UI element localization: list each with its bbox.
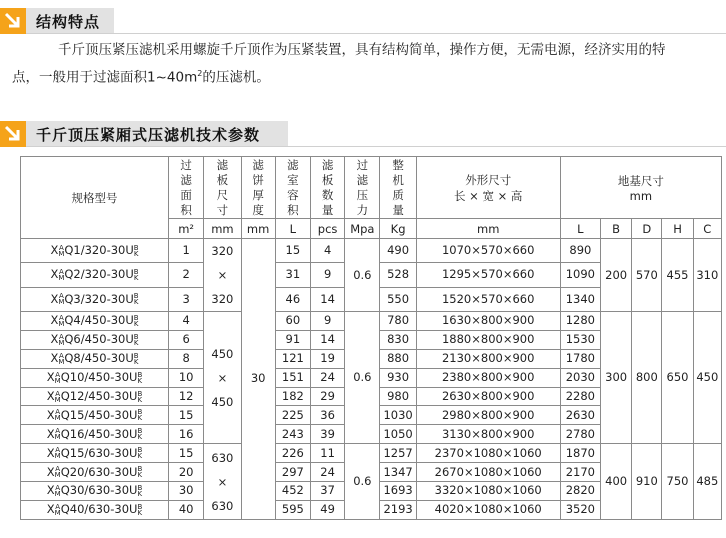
plate-size-bottom: 320 [211, 292, 234, 306]
model-sub: M [54, 452, 61, 461]
model-suffix-sub: K [137, 376, 143, 385]
model-sub: M [54, 395, 61, 404]
model-suffix-sub: K [137, 452, 143, 461]
model-name: Q16/450-30U [60, 426, 138, 441]
base-H-cell: 455 [662, 239, 693, 312]
model-cell [21, 349, 169, 368]
header-row [21, 157, 722, 219]
weight-cell: 1693 [380, 482, 416, 501]
weight-cell: 1050 [380, 425, 416, 444]
dims-cell: 2630×800×900 [416, 387, 560, 406]
intro-line-2-text: 点，一般用于过滤面积1~40m [12, 69, 198, 86]
model-cell [21, 482, 169, 501]
col-header-volume: 滤 室 容 积 [275, 157, 310, 219]
dims-cell: 2380×800×900 [416, 368, 560, 387]
model-suffix-sup: B [137, 446, 143, 455]
model-name: Q6/450-30U [64, 332, 134, 347]
model-suffix-marks [137, 428, 142, 440]
weight-cell: 930 [380, 368, 416, 387]
dims-cell: 2370×1080×1060 [416, 444, 560, 463]
intro-line-2-end: 的压滤机。 [202, 69, 270, 86]
model-prefix: X [50, 291, 59, 306]
model-sub: M [58, 319, 65, 328]
pressure-cell: 0.6 [345, 239, 380, 312]
volume-cell: 297 [275, 463, 310, 482]
intro-superscript: 2 [197, 69, 203, 78]
model-sub: M [58, 249, 65, 258]
model-sub: M [54, 414, 61, 423]
plates-cell: 9 [310, 312, 344, 331]
dims-cell: 2670×1080×1060 [416, 463, 560, 482]
model-prefix: X [46, 502, 55, 517]
base-L-cell: 890 [560, 239, 600, 263]
model-suffix-sub: K [133, 338, 139, 347]
model-sup: A [55, 370, 61, 379]
unit-dims: mm [416, 219, 560, 239]
model-cell [21, 387, 169, 406]
dims-cell: 3130×800×900 [416, 425, 560, 444]
dims-cell: 1295×570×660 [416, 263, 560, 287]
model-name: Q20/630-30U [60, 464, 138, 479]
model-sub: M [58, 298, 65, 307]
area-cell: 15 [169, 406, 204, 425]
base-L-cell: 1280 [560, 312, 600, 331]
model-sup: A [55, 483, 61, 492]
model-cell [21, 425, 169, 444]
model-sup: A [55, 465, 61, 474]
weight-cell: 2193 [380, 500, 416, 519]
model-sub: M [54, 471, 61, 480]
model-sup: A [58, 267, 64, 276]
col-header-plates: 滤 板 数 量 [310, 157, 344, 219]
base-C-cell: 450 [693, 312, 721, 444]
unit-plate-size: mm [204, 219, 241, 239]
weight-cell: 490 [380, 239, 416, 263]
plates-cell: 24 [310, 368, 344, 387]
base-B-cell: 200 [601, 239, 632, 312]
dims-cell: 3320×1080×1060 [416, 482, 560, 501]
model-cell [21, 444, 169, 463]
model-sub: M [54, 508, 61, 517]
model-cell [21, 406, 169, 425]
model-name: Q30/630-30U [60, 483, 138, 498]
table-row [21, 444, 722, 463]
model-cell [21, 500, 169, 519]
plates-cell: 4 [310, 239, 344, 263]
volume-cell: 225 [275, 406, 310, 425]
model-suffix-sub: K [133, 319, 139, 328]
model-cell [21, 368, 169, 387]
model-sup: A [55, 389, 61, 398]
volume-cell: 226 [275, 444, 310, 463]
model-prefix: X [46, 445, 55, 460]
model-suffix-sup: B [137, 465, 143, 474]
col-header-pressure: 过 滤 压 力 [345, 157, 380, 219]
model-name: Q15/630-30U [60, 445, 138, 460]
model-suffix-marks [137, 485, 142, 497]
base-col-H: H [662, 219, 693, 239]
model-name: Q10/450-30U [60, 370, 138, 385]
volume-cell: 31 [275, 263, 310, 287]
model-cell [21, 239, 169, 263]
model-suffix-sup: B [137, 370, 143, 379]
model-sup: A [55, 427, 61, 436]
base-L-cell: 2780 [560, 425, 600, 444]
base-D-cell: 800 [632, 312, 662, 444]
base-B-cell: 400 [601, 444, 632, 520]
plates-cell: 49 [310, 500, 344, 519]
model-sup: A [55, 408, 61, 417]
model-suffix-marks [137, 391, 142, 403]
model-suffix-sub: K [137, 414, 143, 423]
dims-cell: 1070×570×660 [416, 239, 560, 263]
model-suffix-sub: K [133, 298, 139, 307]
model-name: Q3/320-30U [64, 291, 134, 306]
cake-thickness-cell: 30 [241, 239, 275, 520]
plates-cell: 24 [310, 463, 344, 482]
weight-cell: 880 [380, 349, 416, 368]
model-suffix-sup: B [137, 502, 143, 511]
area-cell: 3 [169, 287, 204, 311]
model-sup: A [58, 292, 64, 301]
section-title: 结构特点 [36, 13, 101, 31]
model-suffix-sub: K [137, 395, 143, 404]
base-L-cell: 1870 [560, 444, 600, 463]
model-sup: A [58, 351, 64, 360]
model-suffix-marks [137, 372, 142, 384]
base-H-cell: 650 [662, 312, 693, 444]
weight-cell: 780 [380, 312, 416, 331]
plate-size-x: × [217, 268, 228, 282]
plate-size-cell [204, 239, 241, 312]
plates-cell: 19 [310, 349, 344, 368]
model-sub: M [54, 376, 61, 385]
model-suffix-sup: B [137, 483, 143, 492]
model-cell [21, 330, 169, 349]
model-name: Q40/630-30U [60, 502, 138, 517]
weight-cell: 550 [380, 287, 416, 311]
volume-cell: 243 [275, 425, 310, 444]
base-L-cell: 2630 [560, 406, 600, 425]
model-prefix: X [50, 313, 59, 328]
plate-size-cell [204, 444, 241, 520]
model-suffix-marks [134, 269, 139, 281]
model-suffix-sup: B [133, 292, 139, 301]
weight-cell: 830 [380, 330, 416, 349]
dims-cell: 1520×570×660 [416, 287, 560, 311]
intro-line-1: 千斤顶压紧压滤机采用螺旋千斤顶作为压紧装置，具有结构简单，操作方便，无需电源，经济实用的特 [58, 42, 666, 58]
col-header-base: 地基尺寸 mm [560, 157, 721, 219]
volume-cell: 15 [275, 239, 310, 263]
model-sub: M [58, 338, 65, 347]
base-L-cell: 1530 [560, 330, 600, 349]
base-D-cell: 570 [632, 239, 662, 312]
weight-cell: 1257 [380, 444, 416, 463]
area-cell: 40 [169, 500, 204, 519]
model-sup: A [58, 313, 64, 322]
unit-weight: Kg [380, 219, 416, 239]
base-L-cell: 2030 [560, 368, 600, 387]
model-name: Q2/320-30U [64, 267, 134, 282]
plates-cell: 9 [310, 263, 344, 287]
unit-pressure: Mpa [345, 219, 380, 239]
unit-area: m² [169, 219, 204, 239]
model-name: Q8/450-30U [64, 351, 134, 366]
intro-line-2 [12, 62, 724, 90]
model-suffix-marks [134, 315, 139, 327]
plate-size-x: × [217, 370, 228, 385]
table-row [21, 312, 722, 331]
model-suffix-sup: B [137, 408, 143, 417]
base-L-cell: 2280 [560, 387, 600, 406]
section-title: 千斤顶压紧厢式压滤机技术参数 [36, 126, 261, 144]
model-suffix-sup: B [137, 389, 143, 398]
dims-cell: 2980×800×900 [416, 406, 560, 425]
base-L-cell: 2170 [560, 463, 600, 482]
model-name: Q4/450-30U [64, 313, 134, 328]
model-suffix-sub: K [133, 249, 139, 258]
model-prefix: X [46, 370, 55, 385]
model-sup: A [58, 243, 64, 252]
plate-size-top: 450 [211, 346, 234, 361]
model-cell [21, 263, 169, 287]
col-header-model: 规格型号 [21, 157, 169, 239]
base-C-cell: 485 [693, 444, 721, 520]
area-cell: 4 [169, 312, 204, 331]
arrow-icon [0, 8, 26, 34]
plate-size-cell [204, 312, 241, 444]
model-suffix-sub: K [137, 433, 143, 442]
model-sub: M [58, 273, 65, 282]
weight-cell: 528 [380, 263, 416, 287]
base-col-C: C [693, 219, 721, 239]
model-suffix-sup: B [133, 267, 139, 276]
base-col-D: D [632, 219, 662, 239]
area-cell: 8 [169, 349, 204, 368]
model-sup: A [55, 502, 61, 511]
area-cell: 6 [169, 330, 204, 349]
col-header-weight: 整 机 质 量 [380, 157, 416, 219]
model-sup: A [58, 332, 64, 341]
model-prefix: X [46, 464, 55, 479]
area-cell: 10 [169, 368, 204, 387]
model-sub: M [54, 489, 61, 498]
model-prefix: X [46, 426, 55, 441]
dims-cell: 4020×1080×1060 [416, 500, 560, 519]
model-name: Q15/450-30U [60, 407, 138, 422]
col-header-area: 过 滤 面 积 [169, 157, 204, 219]
model-prefix: X [50, 332, 59, 347]
model-suffix-sup: B [133, 351, 139, 360]
model-suffix-marks [134, 353, 139, 365]
model-prefix: X [50, 267, 59, 282]
volume-cell: 595 [275, 500, 310, 519]
area-cell: 30 [169, 482, 204, 501]
base-D-cell: 910 [632, 444, 662, 520]
plates-cell: 29 [310, 387, 344, 406]
volume-cell: 452 [275, 482, 310, 501]
divider [26, 33, 726, 34]
col-header-cake: 滤 饼 厚 度 [241, 157, 275, 219]
model-sup: A [55, 446, 61, 455]
model-cell [21, 312, 169, 331]
pressure-cell: 0.6 [345, 444, 380, 520]
volume-cell: 151 [275, 368, 310, 387]
model-suffix-sup: B [137, 427, 143, 436]
model-prefix: X [46, 389, 55, 403]
model-cell [21, 463, 169, 482]
base-L-cell: 3520 [560, 500, 600, 519]
base-H-cell: 750 [662, 444, 693, 520]
model-suffix-marks [137, 504, 142, 516]
unit-volume: L [275, 219, 310, 239]
area-cell: 2 [169, 263, 204, 287]
model-suffix-marks [134, 334, 139, 346]
model-cell [21, 287, 169, 311]
model-sub: M [54, 433, 61, 442]
model-name: Q12/450-30U [60, 389, 138, 403]
plate-size-top: 630 [211, 450, 234, 465]
area-cell: 1 [169, 239, 204, 263]
plates-cell: 11 [310, 444, 344, 463]
area-cell: 20 [169, 463, 204, 482]
base-L-cell: 1780 [560, 349, 600, 368]
plate-size-bottom: 630 [211, 498, 234, 513]
model-prefix: X [50, 351, 59, 366]
plates-cell: 37 [310, 482, 344, 501]
weight-cell: 1347 [380, 463, 416, 482]
area-cell: 12 [169, 387, 204, 406]
arrow-icon [0, 121, 26, 147]
model-prefix: X [46, 407, 55, 422]
model-suffix-marks [137, 409, 142, 421]
volume-cell: 60 [275, 312, 310, 331]
spec-table [20, 156, 722, 520]
plates-cell: 36 [310, 406, 344, 425]
base-B-cell: 300 [601, 312, 632, 444]
area-cell: 15 [169, 444, 204, 463]
model-suffix-marks [134, 245, 139, 257]
base-col-L: L [560, 219, 600, 239]
col-header-plate-size: 滤 板 尺 寸 [204, 157, 241, 219]
pressure-cell: 0.6 [345, 312, 380, 444]
weight-cell: 980 [380, 387, 416, 406]
model-suffix-marks [134, 293, 139, 305]
model-suffix-sub: K [133, 273, 139, 282]
model-suffix-marks [137, 466, 142, 478]
model-suffix-sub: K [133, 357, 139, 366]
plates-cell: 14 [310, 330, 344, 349]
model-suffix-sup: B [133, 332, 139, 341]
divider [26, 146, 726, 147]
model-suffix-sup: B [133, 313, 139, 322]
base-L-cell: 1090 [560, 263, 600, 287]
model-suffix-sub: K [137, 489, 143, 498]
dims-cell: 2130×800×900 [416, 349, 560, 368]
model-suffix-marks [137, 447, 142, 459]
volume-cell: 182 [275, 387, 310, 406]
plates-cell: 14 [310, 287, 344, 311]
unit-cake: mm [241, 219, 275, 239]
plate-size-top: 320 [211, 244, 234, 258]
plates-cell: 39 [310, 425, 344, 444]
volume-cell: 46 [275, 287, 310, 311]
model-prefix: X [46, 483, 55, 498]
model-name: Q1/320-30U [64, 243, 134, 258]
area-cell: 16 [169, 425, 204, 444]
model-suffix-sup: B [133, 243, 139, 252]
intro-paragraph [12, 38, 724, 90]
model-prefix: X [50, 243, 59, 258]
table-row [21, 239, 722, 263]
base-C-cell: 310 [693, 239, 721, 312]
plate-size-x: × [217, 474, 228, 489]
dims-cell: 1630×800×900 [416, 312, 560, 331]
plate-size-bottom: 450 [211, 394, 234, 409]
base-L-cell: 1340 [560, 287, 600, 311]
unit-plates: pcs [310, 219, 344, 239]
weight-cell: 1030 [380, 406, 416, 425]
volume-cell: 91 [275, 330, 310, 349]
base-L-cell: 2820 [560, 482, 600, 501]
model-suffix-sub: K [137, 471, 143, 480]
col-header-dims: 外形尺寸 长 × 宽 × 高 [416, 157, 560, 219]
base-col-B: B [601, 219, 632, 239]
dims-cell: 1880×800×900 [416, 330, 560, 349]
volume-cell: 121 [275, 349, 310, 368]
model-suffix-sub: K [137, 508, 143, 517]
model-sub: M [58, 357, 65, 366]
